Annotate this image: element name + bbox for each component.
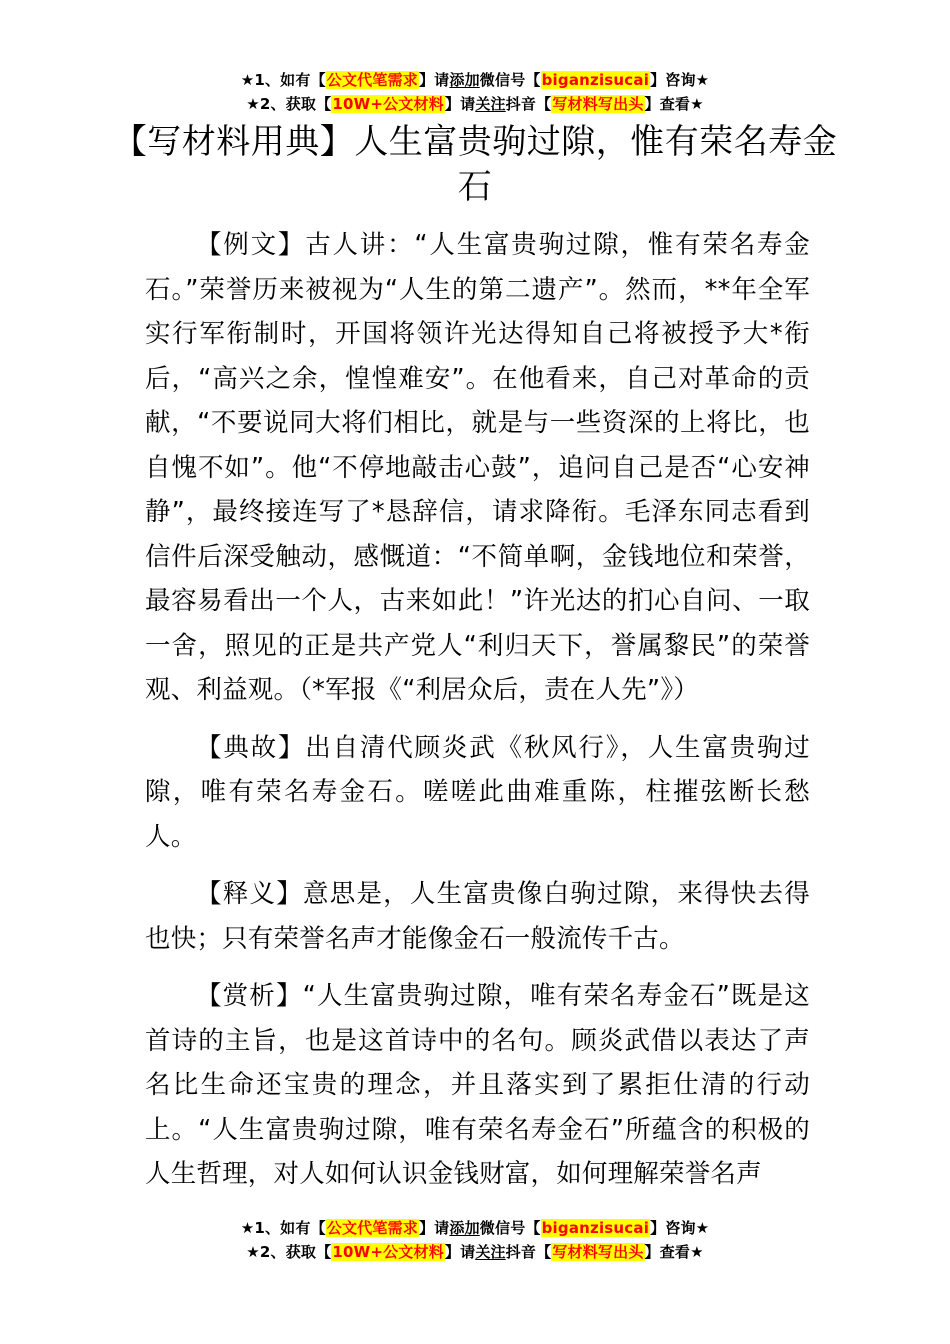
banner-line-2 xyxy=(0,1240,950,1264)
banner-text: 】咨询★ xyxy=(650,1219,710,1237)
banner-line-2 xyxy=(0,92,950,116)
banner-text: 微信号【 xyxy=(479,1219,541,1237)
highlight-wechat-id: biganzisucai xyxy=(541,1219,650,1237)
highlight-douyin-account: 写材料写出头 xyxy=(552,95,644,113)
highlight-writing-service: 公文代笔需求 xyxy=(326,1219,418,1237)
banner-text: 微信号【 xyxy=(479,71,541,89)
banner-text: ★2、获取【 xyxy=(246,1243,332,1261)
banner-text: 】请 xyxy=(444,95,476,113)
underlined-text: 关注 xyxy=(475,1243,506,1261)
highlight-douyin-account: 写材料写出头 xyxy=(552,1243,644,1261)
paragraph-meaning: 【释义】意思是，人生富贵像白驹过隙，来得快去得也快；只有荣誉名声才能像金石一般流传千古。 xyxy=(145,879,810,954)
highlight-materials: 10W+公文材料 xyxy=(332,95,444,113)
highlight-wechat-id: biganzisucai xyxy=(541,71,650,89)
underlined-text: 关注 xyxy=(475,95,506,113)
banner-line-1 xyxy=(0,68,950,92)
banner-text: ★1、如有【 xyxy=(240,1219,326,1237)
underlined-text: 添加 xyxy=(449,1219,480,1237)
banner-text: ★2、获取【 xyxy=(246,95,332,113)
banner-text: 】查看★ xyxy=(644,1243,704,1261)
highlight-writing-service: 公文代笔需求 xyxy=(326,71,418,89)
underlined-text: 添加 xyxy=(449,71,480,89)
paragraph-analysis: 【赏析】“人生富贵驹过隙，唯有荣名寿金石”既是这首诗的主旨，也是这首诗中的名句。顾炎武借以表达了声名比生命还宝贵的理念，并且落实到了累拒仕清的行动上。“人生富贵驹过隙，唯有荣名寿金石”所蕴含的积极的人生哲理，对人如何认识金钱财富，如何理解荣誉名声 xyxy=(145,981,810,1189)
banner-text: 】请 xyxy=(418,71,450,89)
paragraph-example: 【例文】古人讲：“人生富贵驹过隙，惟有荣名寿金石。”荣誉历来被视为“人生的第二遗产”。然而，**年全军实行军衔制时，开国将领许光达得知自己将被授予大*衔后，“高兴之余，惶惶难安”。在他看来，自己对革命的贡献，“不要说同大将们相比，就是与一些资深的上将比，也自愧不如”。他“不停地敲击心鼓”，追问自己是否“心安神静”，最终接连写了*恳辞信，请求降衔。毛泽东同志看到信件后深受触动，感慨道：“不简单啊，金钱地位和荣誉，最容易看出一个人，古来如此！”许光达的扪心自问、一取一舍，照见的正是共产党人“利归天下，誉属黎民”的荣誉观、利益观。（*军报《“利居众后，责在人先”》） xyxy=(145,230,810,705)
banner-text: 抖音【 xyxy=(505,95,552,113)
header-banner xyxy=(0,68,950,116)
banner-line-1 xyxy=(0,1216,950,1240)
document-body xyxy=(145,223,810,1210)
page-title: 【写材料用典】人生富贵驹过隙，惟有荣名寿金石 xyxy=(112,122,838,207)
footer-banner xyxy=(0,1216,950,1264)
banner-text: 抖音【 xyxy=(505,1243,552,1261)
banner-text: ★1、如有【 xyxy=(240,71,326,89)
banner-text: 】咨询★ xyxy=(650,71,710,89)
banner-text: 】请 xyxy=(418,1219,450,1237)
highlight-materials: 10W+公文材料 xyxy=(332,1243,444,1261)
paragraph-allusion: 【典故】出自清代顾炎武《秋风行》，人生富贵驹过隙，唯有荣名寿金石。嗟嗟此曲难重陈，柱摧弦断长愁人。 xyxy=(145,732,810,852)
banner-text: 】查看★ xyxy=(644,95,704,113)
banner-text: 】请 xyxy=(444,1243,476,1261)
